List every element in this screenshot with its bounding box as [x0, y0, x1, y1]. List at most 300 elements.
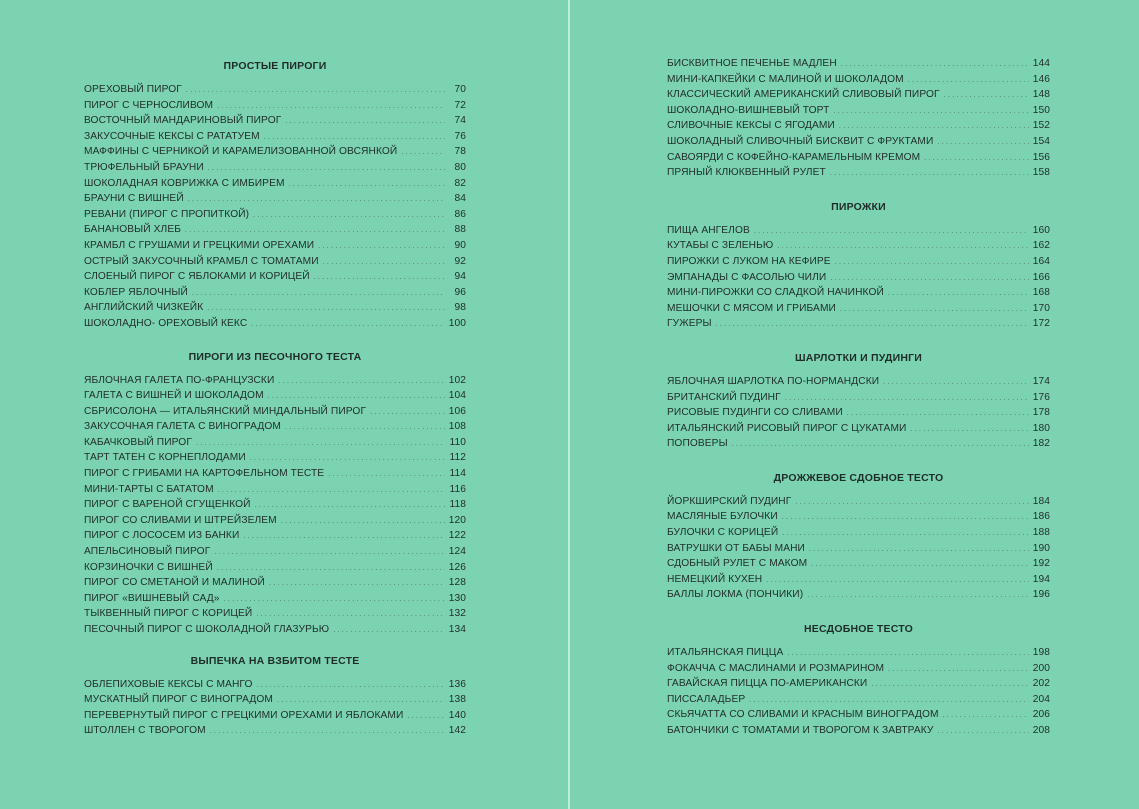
page-number: 112 — [449, 452, 466, 464]
toc-entry — [84, 207, 466, 223]
page-number: 198 — [1032, 647, 1050, 659]
toc-entry — [667, 118, 1050, 134]
toc-section — [84, 56, 466, 332]
toc-entry — [84, 269, 466, 285]
toc-entry — [84, 723, 466, 739]
entry-title: МАСЛЯНЫЕ БУЛОЧКИ — [667, 511, 778, 523]
page-number: 128 — [448, 577, 466, 589]
page-number: 180 — [1032, 422, 1050, 434]
page-number: 196 — [1032, 589, 1050, 601]
page-number: 102 — [448, 374, 466, 386]
toc-section — [84, 651, 466, 739]
dot-leader — [807, 587, 1029, 603]
entry-title: БРАУНИ С ВИШНЕЙ — [84, 193, 184, 205]
entry-title: ВОСТОЧНЫЙ МАНДАРИНОВЫЙ ПИРОГ — [84, 115, 282, 127]
dot-leader — [255, 497, 445, 513]
entry-title: ПРЯНЫЙ КЛЮКВЕННЫЙ РУЛЕТ — [667, 167, 826, 179]
entry-title: ПЕРЕВЕРНУТЫЙ ПИРОГ С ГРЕЦКИМИ ОРЕХАМИ И ЯБЛОКАМИ — [84, 709, 404, 721]
page-number: 70 — [454, 84, 466, 95]
toc-entry — [84, 285, 466, 301]
page-number: 186 — [1032, 511, 1050, 523]
toc-entry — [84, 191, 466, 207]
section-title: ШАРЛОТКИ И ПУДИНГИ — [794, 351, 923, 364]
entry-title: ЯБЛОЧНАЯ ШАРЛОТКА ПО-НОРМАНДСКИ — [667, 375, 880, 387]
toc-entry — [84, 606, 466, 622]
page-number: 104 — [448, 390, 466, 402]
toc-entries — [667, 223, 1050, 332]
toc-entry — [84, 513, 466, 529]
toc-entry — [84, 98, 466, 114]
entry-title: ПИРОГ С ГРИБАМИ НА КАРТОФЕЛЬНОМ ТЕСТЕ — [84, 468, 325, 480]
toc-entry — [84, 176, 466, 192]
toc-entry — [667, 165, 1050, 181]
page-number: 100 — [448, 317, 466, 329]
entry-title: РИСОВЫЕ ПУДИНГИ СО СЛИВАМИ — [667, 407, 843, 419]
toc-section — [667, 348, 1050, 452]
dot-leader — [795, 494, 1029, 510]
dot-leader — [787, 645, 1029, 661]
page-number: 204 — [1032, 693, 1050, 705]
entry-title: ОБЛЕПИХОВЫЕ КЕКСЫ С МАНГО — [84, 678, 253, 690]
entry-title: МЕШОЧКИ С МЯСОМ И ГРИБАМИ — [667, 302, 836, 314]
toc-entry — [667, 150, 1050, 166]
page-number: 146 — [1032, 73, 1050, 85]
entry-title: РЕВАНИ (ПИРОГ С ПРОПИТКОЙ) — [84, 208, 250, 220]
page-number: 200 — [1032, 662, 1050, 674]
toc-section — [667, 197, 1050, 332]
dot-leader — [264, 129, 445, 145]
right-page — [667, 56, 1050, 739]
entry-title: БАТОНЧИКИ С ТОМАТАМИ И ТВОРОГОМ К ЗАВТРАКУ — [667, 725, 934, 736]
section-title: ПИРОЖКИ — [831, 200, 886, 213]
page-number: 84 — [454, 193, 466, 205]
page-number: 174 — [1032, 375, 1050, 387]
toc-entries — [667, 494, 1050, 603]
toc-entry — [667, 103, 1050, 119]
page-number: 162 — [1032, 240, 1050, 252]
dot-leader — [910, 421, 1029, 437]
toc-entry — [84, 677, 466, 693]
entry-title: БАЛЛЫ ЛОКМА (ПОНЧИКИ) — [667, 589, 804, 601]
toc-entries — [84, 677, 466, 739]
dot-leader — [285, 113, 445, 129]
toc-entry — [84, 497, 466, 513]
toc-entry — [667, 405, 1050, 421]
dot-leader — [188, 191, 445, 207]
entry-title: ЗАКУСОЧНАЯ ГАЛЕТА С ВИНОГРАДОМ — [84, 421, 281, 433]
dot-leader — [323, 254, 445, 270]
entry-title: САВОЯРДИ С КОФЕЙНО-КАРАМЕЛЬНЫМ КРЕМОМ — [667, 151, 921, 163]
toc-section — [84, 347, 466, 638]
page-number: 118 — [449, 499, 466, 511]
toc-entry — [84, 222, 466, 238]
entry-title: КАБАЧКОВЫЙ ПИРОГ — [84, 436, 192, 448]
dot-leader — [256, 606, 445, 622]
entry-title: ОСТРЫЙ ЗАКУСОЧНЫЙ КРАМБЛ С ТОМАТАМИ — [84, 255, 319, 267]
toc-entry — [667, 238, 1050, 254]
toc-entry — [667, 390, 1050, 406]
dot-leader — [841, 56, 1029, 72]
toc-entry — [84, 388, 466, 404]
entry-title: ОРЕХОВЫЙ ПИРОГ — [84, 84, 182, 95]
toc-entry — [667, 509, 1050, 525]
entry-title: НЕМЕЦКИЙ КУХЕН — [667, 573, 763, 585]
dot-leader — [830, 270, 1029, 286]
page-number: 192 — [1032, 558, 1050, 570]
dot-leader — [285, 419, 445, 435]
page-number: 122 — [448, 530, 466, 542]
page-number: 134 — [448, 624, 466, 635]
page-number: 182 — [1032, 438, 1050, 450]
dot-leader — [208, 160, 445, 176]
toc-entry — [84, 404, 466, 420]
entry-title: ИТАЛЬЯНСКАЯ ПИЦЦА — [667, 647, 784, 659]
dot-leader — [888, 661, 1029, 677]
entry-title: ПИРОГ С ЛОСОСЕМ ИЗ БАНКИ — [84, 530, 240, 542]
entry-title: СДОБНЫЙ РУЛЕТ С МАКОМ — [667, 558, 808, 570]
page-number: 176 — [1032, 391, 1050, 403]
toc-entry — [667, 301, 1050, 317]
page-number: 142 — [448, 725, 466, 737]
page-number: 110 — [449, 436, 466, 448]
toc-entry — [667, 661, 1050, 677]
entry-title: ТЫКВЕННЫЙ ПИРОГ С КОРИЦЕЙ — [84, 608, 253, 620]
toc-entry — [84, 528, 466, 544]
toc-entries — [84, 373, 466, 638]
dot-leader — [716, 316, 1029, 332]
page-number: 114 — [449, 468, 466, 480]
entry-title: БУЛОЧКИ С КОРИЦЕЙ — [667, 527, 779, 539]
toc-entries — [84, 82, 466, 332]
page-number: 172 — [1032, 318, 1050, 330]
entry-title: ЙОРКШИРСКИЙ ПУДИНГ — [667, 495, 792, 507]
entry-title: ГУЖЕРЫ — [667, 318, 712, 330]
toc-entries — [667, 374, 1050, 452]
entry-title: ФОКАЧЧА С МАСЛИНАМИ И РОЗМАРИНОМ — [667, 662, 885, 674]
dot-leader — [243, 528, 445, 544]
dot-leader — [811, 556, 1029, 572]
page-number: 120 — [448, 514, 466, 526]
dot-leader — [277, 692, 445, 708]
dot-leader — [888, 285, 1029, 301]
toc-entry — [84, 544, 466, 560]
entry-title: СБРИСОЛОНА — ИТАЛЬЯНСКИЙ МИНДАЛЬНЫЙ ПИРОГ — [84, 405, 367, 417]
toc-section — [667, 468, 1050, 603]
section-title: ВЫПЕЧКА НА ВЗБИТОМ ТЕСТЕ — [190, 654, 360, 667]
dot-leader — [186, 82, 445, 98]
dot-leader — [401, 144, 445, 160]
toc-entry — [667, 494, 1050, 510]
page-number: 188 — [1032, 527, 1050, 539]
toc-entry — [84, 238, 466, 254]
toc-entry — [84, 466, 466, 482]
entry-title: ПИРОГ С ВАРЕНОЙ СГУЩЕНКОЙ — [84, 499, 251, 511]
toc-entry — [667, 572, 1050, 588]
page-number: 88 — [454, 224, 466, 236]
dot-leader — [278, 373, 445, 389]
page-number: 106 — [448, 405, 466, 417]
dot-leader — [214, 544, 445, 560]
page-number: 124 — [448, 546, 466, 558]
dot-leader — [210, 723, 445, 739]
dot-leader — [809, 541, 1029, 557]
dot-leader — [196, 435, 445, 451]
entry-title: ТАРТ ТАТЕН С КОРНЕПЛОДАМИ — [84, 452, 246, 464]
toc-entry — [84, 450, 466, 466]
section-title: ПИРОГИ ИЗ ПЕСОЧНОГО ТЕСТА — [188, 350, 362, 363]
dot-leader — [835, 254, 1029, 270]
page-gutter — [568, 0, 570, 809]
page-number: 130 — [448, 592, 466, 604]
toc-entry — [667, 254, 1050, 270]
page-number: 152 — [1032, 120, 1050, 132]
page-number: 150 — [1032, 104, 1050, 116]
toc-entry — [667, 723, 1050, 739]
entry-title: ПИРОГ СО СЛИВАМИ И ШТРЕЙЗЕЛЕМ — [84, 514, 277, 526]
page-number: 206 — [1032, 709, 1050, 721]
dot-leader — [839, 118, 1029, 134]
toc-entry — [667, 56, 1050, 72]
toc-entry — [84, 692, 466, 708]
dot-leader — [766, 572, 1029, 588]
entry-title: МИНИ-ПИРОЖКИ СО СЛАДКОЙ НАЧИНКОЙ — [667, 287, 884, 299]
toc-entry — [84, 316, 466, 332]
dot-leader — [924, 150, 1029, 166]
dot-leader — [943, 707, 1029, 723]
entry-title: БИСКВИТНОЕ ПЕЧЕНЬЕ МАДЛЕН — [667, 58, 837, 69]
toc-entries — [667, 56, 1050, 181]
entry-title: ШОКОЛАДНАЯ КОВРИЖКА С ИМБИРЕМ — [84, 177, 285, 189]
entry-title: СЛИВОЧНЫЕ КЕКСЫ С ЯГОДАМИ — [667, 120, 835, 132]
page-number: 148 — [1032, 89, 1050, 101]
page-number: 108 — [448, 421, 466, 433]
toc-entry — [84, 300, 466, 316]
entry-title: ВАТРУШКИ ОТ БАБЫ МАНИ — [667, 542, 805, 554]
page-number: 168 — [1032, 287, 1050, 299]
page-number: 140 — [448, 709, 466, 721]
dot-leader — [251, 316, 445, 332]
dot-leader — [250, 450, 445, 466]
toc-entry — [667, 316, 1050, 332]
entry-title: ЯБЛОЧНАЯ ГАЛЕТА ПО-ФРАНЦУЗСКИ — [84, 374, 275, 386]
entry-title: АНГЛИЙСКИЙ ЧИЗКЕЙК — [84, 302, 204, 314]
entry-title: ПИЩА АНГЕЛОВ — [667, 224, 750, 236]
entry-title: КОРЗИНОЧКИ С ВИШНЕЙ — [84, 561, 213, 573]
page-number: 116 — [449, 483, 466, 495]
page-number: 82 — [454, 177, 466, 189]
toc-entry — [667, 436, 1050, 452]
dot-leader — [732, 436, 1029, 452]
page-number: 138 — [448, 694, 466, 706]
dot-leader — [840, 301, 1029, 317]
section-title: ПРОСТЫЕ ПИРОГИ — [223, 60, 327, 72]
dot-leader — [218, 482, 445, 498]
dot-leader — [785, 390, 1029, 406]
entry-title: ГАЛЕТА С ВИШНЕЙ И ШОКОЛАДОМ — [84, 390, 264, 402]
page-number: 190 — [1032, 542, 1050, 554]
dot-leader — [289, 176, 445, 192]
dot-leader — [830, 165, 1029, 181]
toc-entry — [84, 160, 466, 176]
toc-section — [667, 619, 1050, 739]
dot-leader — [883, 374, 1029, 390]
toc-entry — [667, 676, 1050, 692]
toc-entry — [667, 556, 1050, 572]
entry-title: ПИРОГ СО СМЕТАНОЙ И МАЛИНОЙ — [84, 577, 265, 589]
entry-title: ПЕСОЧНЫЙ ПИРОГ С ШОКОЛАДНОЙ ГЛАЗУРЬЮ — [84, 624, 330, 635]
page-number: 144 — [1032, 58, 1050, 69]
entry-title: ШОКОЛАДНО- ОРЕХОВЫЙ КЕКС — [84, 317, 248, 329]
toc-entry — [667, 421, 1050, 437]
toc-entry — [667, 692, 1050, 708]
section-title: ДРОЖЖЕВОЕ СДОБНОЕ ТЕСТО — [773, 471, 944, 484]
page-number: 160 — [1032, 224, 1050, 236]
page-number: 194 — [1032, 573, 1050, 585]
dot-leader — [217, 560, 445, 576]
toc-entry — [667, 707, 1050, 723]
dot-leader — [257, 677, 445, 693]
toc-entry — [667, 645, 1050, 661]
entry-title: ПИРОГ «ВИШНЕВЫЙ САД» — [84, 592, 220, 604]
entry-title: КОБЛЕР ЯБЛОЧНЫЙ — [84, 286, 188, 298]
toc-entry — [84, 113, 466, 129]
entry-title: СКЬЯЧАТТА СО СЛИВАМИ И КРАСНЫМ ВИНОГРАДОМ — [667, 709, 939, 721]
dot-leader — [944, 87, 1029, 103]
page-number: 178 — [1032, 407, 1050, 419]
page-number: 74 — [454, 115, 466, 127]
toc-entry — [667, 87, 1050, 103]
page-number: 80 — [454, 161, 466, 173]
page-number: 132 — [448, 608, 466, 620]
page-number: 164 — [1032, 255, 1050, 267]
page-number: 78 — [454, 146, 466, 158]
dot-leader — [908, 72, 1029, 88]
toc-entries — [667, 645, 1050, 739]
entry-title: МАФФИНЫ С ЧЕРНИКОЙ И КАРАМЕЛИЗОВАННОЙ ОВСЯНКОЙ — [84, 146, 398, 158]
dot-leader — [782, 525, 1029, 541]
entry-title: СЛОЕНЫЙ ПИРОГ С ЯБЛОКАМИ И КОРИЦЕЙ — [84, 271, 310, 283]
toc-entry — [667, 374, 1050, 390]
page-number: 166 — [1032, 271, 1050, 283]
toc-entry — [84, 591, 466, 607]
page-number: 156 — [1032, 151, 1050, 163]
dot-leader — [871, 676, 1029, 692]
dot-leader — [253, 207, 445, 223]
toc-entry — [667, 270, 1050, 286]
entry-title: ГАВАЙСКАЯ ПИЦЦА ПО-АМЕРИКАНСКИ — [667, 678, 868, 690]
toc-entry — [84, 575, 466, 591]
toc-entry — [84, 708, 466, 724]
toc-entry — [667, 541, 1050, 557]
dot-leader — [333, 622, 445, 638]
dot-leader — [937, 134, 1029, 150]
page-number: 76 — [454, 130, 466, 142]
entry-title: МУСКАТНЫЙ ПИРОГ С ВИНОГРАДОМ — [84, 694, 273, 706]
dot-leader — [847, 405, 1029, 421]
entry-title: ПОПОВЕРЫ — [667, 438, 728, 450]
toc-entry — [84, 144, 466, 160]
dot-leader — [207, 300, 445, 316]
entry-title: МИНИ-ТАРТЫ С БАТАТОМ — [84, 483, 214, 495]
toc-entry — [667, 223, 1050, 239]
toc-entry — [84, 482, 466, 498]
toc-entry — [667, 134, 1050, 150]
entry-title: ИТАЛЬЯНСКИЙ РИСОВЫЙ ПИРОГ С ЦУКАТАМИ — [667, 422, 907, 434]
page-number: 184 — [1032, 495, 1050, 507]
page-number: 98 — [454, 302, 466, 314]
entry-title: КРАМБЛ С ГРУШАМИ И ГРЕЦКИМИ ОРЕХАМИ — [84, 239, 315, 251]
entry-title: МИНИ-КАПКЕЙКИ С МАЛИНОЙ И ШОКОЛАДОМ — [667, 73, 904, 85]
toc-entry — [84, 82, 466, 98]
dot-leader — [269, 575, 445, 591]
entry-title: ЭМПАНАДЫ С ФАСОЛЬЮ ЧИЛИ — [667, 271, 827, 283]
entry-title: ПИРОГ С ЧЕРНОСЛИВОМ — [84, 99, 214, 111]
page-number: 202 — [1032, 678, 1050, 690]
dot-leader — [754, 223, 1029, 239]
left-page — [84, 56, 466, 739]
entry-title: БАНАНОВЫЙ ХЛЕБ — [84, 224, 182, 236]
dot-leader — [217, 98, 445, 114]
dot-leader — [749, 692, 1029, 708]
page-number: 86 — [454, 208, 466, 220]
dot-leader — [281, 513, 445, 529]
dot-leader — [407, 708, 445, 724]
toc-entry — [84, 560, 466, 576]
toc-entry — [84, 254, 466, 270]
entry-title: ШТОЛЛЕН С ТВОРОГОМ — [84, 725, 206, 737]
entry-title: ПИРОЖКИ С ЛУКОМ НА КЕФИРЕ — [667, 255, 831, 267]
dot-leader — [318, 238, 445, 254]
entry-title: ШОКОЛАДНО-ВИШНЕВЫЙ ТОРТ — [667, 104, 830, 116]
section-title: НЕСДОБНОЕ ТЕСТО — [804, 623, 913, 636]
toc-entry — [667, 285, 1050, 301]
dot-leader — [833, 103, 1029, 119]
page-number: 158 — [1032, 167, 1050, 179]
page-number: 136 — [448, 678, 466, 690]
entry-title: КЛАССИЧЕСКИЙ АМЕРИКАНСКИЙ СЛИВОВЫЙ ПИРОГ — [667, 89, 940, 101]
toc-entry — [667, 72, 1050, 88]
page-number: 90 — [454, 239, 466, 251]
dot-leader — [185, 222, 445, 238]
entry-title: КУТАБЫ С ЗЕЛЕНЬЮ — [667, 240, 774, 252]
entry-title: БРИТАНСКИЙ ПУДИНГ — [667, 391, 781, 403]
dot-leader — [328, 466, 445, 482]
dot-leader — [782, 509, 1029, 525]
page-number: 170 — [1032, 302, 1050, 314]
page-number: 154 — [1032, 135, 1050, 147]
page-number: 96 — [454, 286, 466, 298]
entry-title: ЗАКУСОЧНЫЕ КЕКСЫ С РАТАТУЕМ — [84, 130, 260, 142]
entry-title: ТРЮФЕЛЬНЫЙ БРАУНИ — [84, 161, 204, 173]
page-number: 72 — [454, 99, 466, 111]
toc-entry — [84, 129, 466, 145]
toc-section — [667, 56, 1050, 181]
toc-entry — [667, 525, 1050, 541]
toc-entry — [84, 419, 466, 435]
dot-leader — [938, 723, 1030, 739]
dot-leader — [268, 388, 445, 404]
page-number: 208 — [1032, 725, 1050, 736]
page-number: 92 — [454, 255, 466, 267]
toc-entry — [84, 373, 466, 389]
toc-entry — [84, 435, 466, 451]
dot-leader — [192, 285, 445, 301]
entry-title: ШОКОЛАДНЫЙ СЛИВОЧНЫЙ БИСКВИТ С ФРУКТАМИ — [667, 135, 934, 147]
toc-entry — [667, 587, 1050, 603]
dot-leader — [224, 591, 445, 607]
dot-leader — [777, 238, 1029, 254]
dot-leader — [370, 404, 445, 420]
